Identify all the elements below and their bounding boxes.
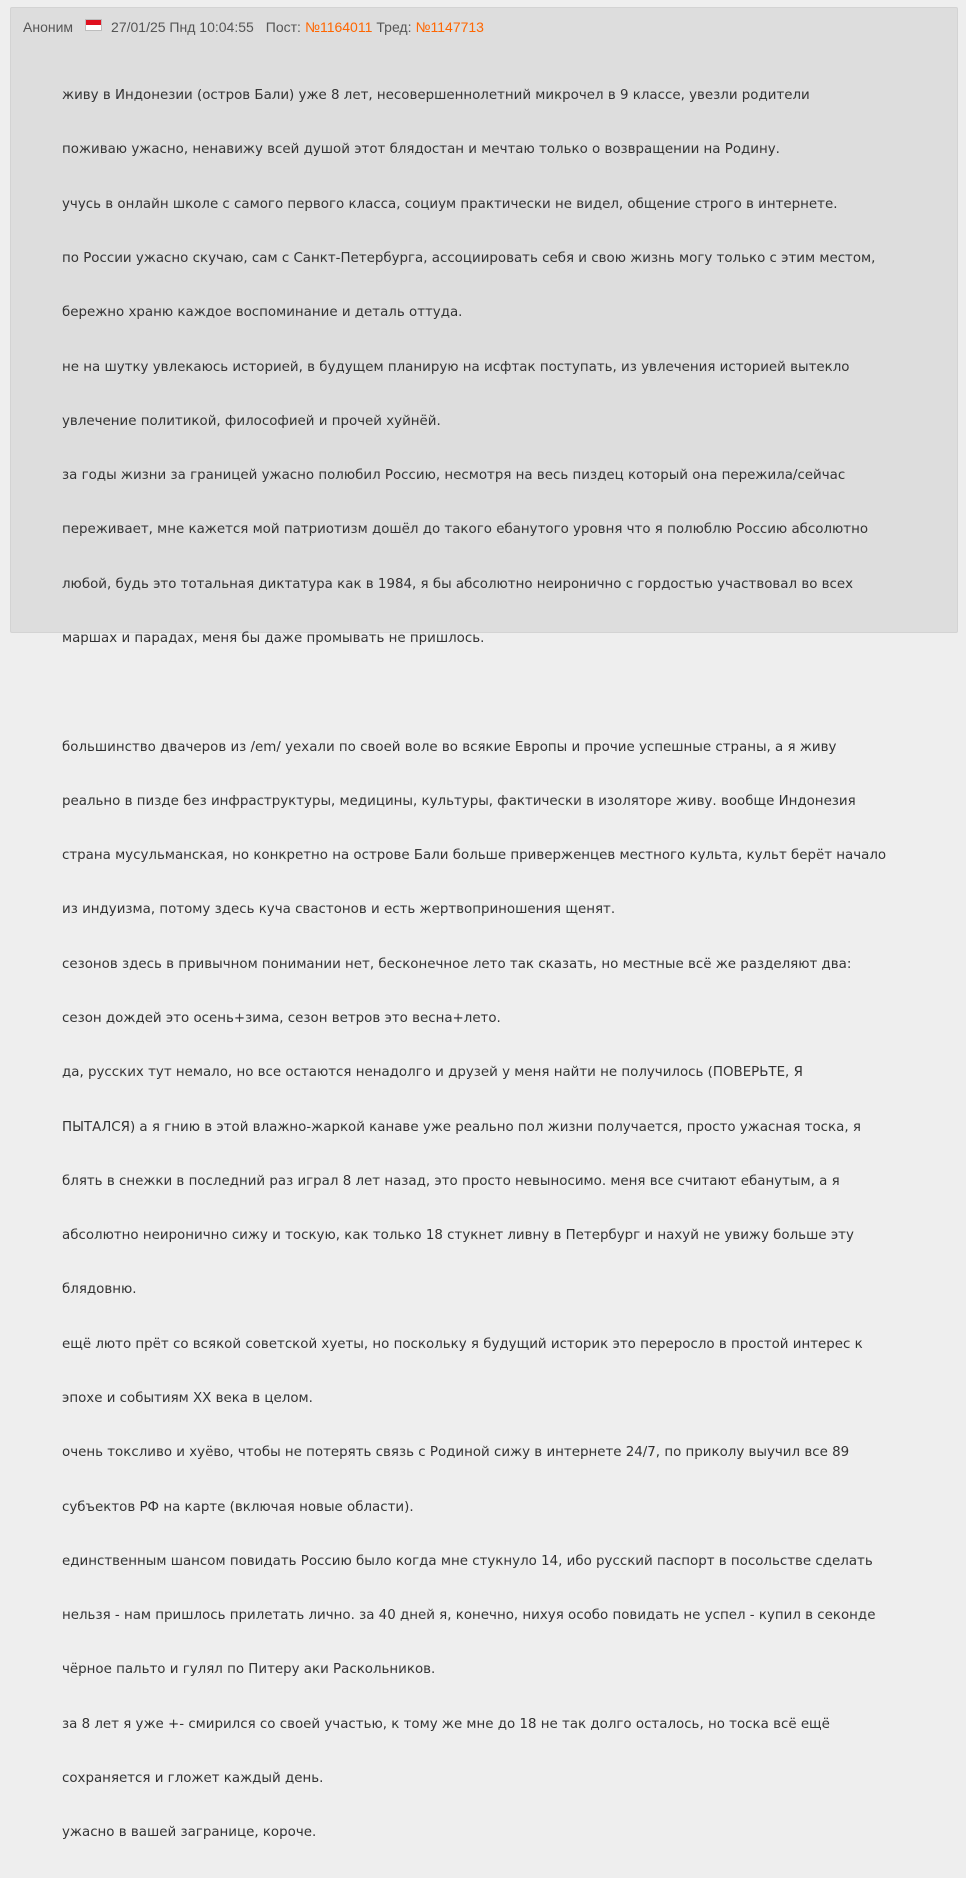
post-line: блядовню.: [62, 1282, 137, 1298]
post-line: за годы жизни за границей ужасно полюбил Россию, несмотря на весь пиздец который она пережила/сейчас: [62, 468, 846, 484]
post-container: [10, 7, 958, 1841]
thread-number-link[interactable]: №1147713: [415, 19, 484, 35]
post-line: субъектов РФ на карте (включая новые области).: [62, 1499, 414, 1515]
post-line: маршах и парадах, меня бы даже промывать не пришлось.: [62, 631, 485, 646]
post-line: страна мусульманская, но конкретно на острове Бали больше приверженцев местного культа, культ берёт начало: [62, 848, 887, 864]
post-line: за 8 лет я уже +- смирился со своей участью, к тому же мне до 18 не так долго осталось, но тоска всё ещё: [62, 1716, 830, 1732]
post-line-blank: [62, 684, 942, 702]
post-line: увлечение политикой, философией и прочей хуйнёй.: [62, 413, 441, 429]
post-line: да, русских тут немало, но все остаются ненадолго и друзей у меня найти не получилось (ПОВЕРЬТЕ, Я: [62, 1065, 803, 1081]
post-line: эпохе и событиям XX века в целом.: [62, 1390, 313, 1406]
post-line: любой, будь это тотальная диктатура как в 1984, я бы абсолютно неиронично с гордостью участвовал во всех: [62, 576, 854, 592]
post-line: не на шутку увлекаюсь историей, в будущем планирую на исфтак поступать, из увлечения историей вытекло: [62, 359, 850, 375]
post-line: по России ужасно скучаю, сам с Санкт-Петербурга, ассоциировать себя и свою жизнь могу только с этим местом,: [62, 251, 876, 267]
post-line: сезонов здесь в привычном понимании нет, бесконечное лето так сказать, но местные всё же разделяют два:: [62, 956, 852, 972]
post-line: блять в снежки в последний раз играл 8 лет назад, это просто невыносимо. меня все считают ебанутым, а я: [62, 1173, 840, 1189]
post-line: учусь в онлайн школе с самого первого класса, социум практически не видел, общение строго в интернете.: [62, 196, 838, 212]
post-line: переживает, мне кажется мой патриотизм дошёл до такого ебанутого уровня что я полюблю Россию абсолютно: [62, 522, 869, 538]
author-name: Аноним: [23, 19, 74, 35]
post-line: реально в пизде без инфраструктуры, медицины, культуры, фактически в изоляторе живу. вообще Индонезия: [62, 793, 856, 809]
post-line: бережно храню каждое воспоминание и деталь оттуда.: [62, 305, 463, 321]
post-line: ещё люто прёт со всякой советской хуеты, но поскольку я будущий историк это переросло в простой интерес к: [62, 1336, 863, 1352]
post-line: сезон дождей это осень+зима, сезон ветров это весна+лето.: [62, 1010, 501, 1026]
post-date: 27/01/25 Пнд 10:04:55: [111, 19, 254, 35]
post-line: поживаю ужасно, ненавижу всей душой этот блядостан и мечтаю только о возвращении на Родину.: [62, 142, 780, 158]
post-number-link[interactable]: №1164011: [304, 19, 373, 35]
post-line: живу в Индонезии (остров Бали) уже 8 лет, несовершеннолетний микрочел в 9 классе, увезли родители: [62, 88, 810, 104]
post-line: из индуизма, потому здесь куча свастонов и есть жертвоприношения щенят.: [62, 902, 616, 918]
thread-label: Тред:: [376, 19, 412, 35]
post-line: ужасно в вашей загранице, короче.: [62, 1825, 317, 1841]
post-message: [62, 51, 942, 1878]
post-line: очень токсливо и хуёво, чтобы не потерять связь с Родиной сижу в интернете 24/7, по приколу выучил все 89: [62, 1445, 850, 1461]
post-line: ПЫТАЛСЯ) а я гнию в этой влажно-жаркой канаве уже реально пол жизни получается, просто ужасная тоска, я: [62, 1119, 861, 1135]
post-line: сохраняется и гложет каждый день.: [62, 1770, 324, 1786]
post-line: нельзя - нам пришлось прилетать лично. за 40 дней я, конечно, нихуя особо повидать не успел - купил в секонде: [62, 1608, 876, 1624]
post-line: абсолютно неиронично сижу и тоскую, как только 18 стукнет ливну в Петербург и нахуй не увижу больше эту: [62, 1228, 854, 1244]
post-label: Пост:: [265, 19, 301, 35]
post-line: большинство двачеров из /em/ уехали по своей воле во всякие Европы и прочие успешные страны, а я живу: [62, 739, 837, 755]
indonesia-flag-icon: [85, 19, 102, 31]
post-line: единственным шансом повидать Россию было когда мне стукнуло 14, ибо русский паспорт в посольстве сделать: [62, 1553, 873, 1569]
post-header: [23, 17, 488, 37]
post-line: чёрное пальто и гулял по Питеру аки Раскольников.: [62, 1662, 436, 1678]
